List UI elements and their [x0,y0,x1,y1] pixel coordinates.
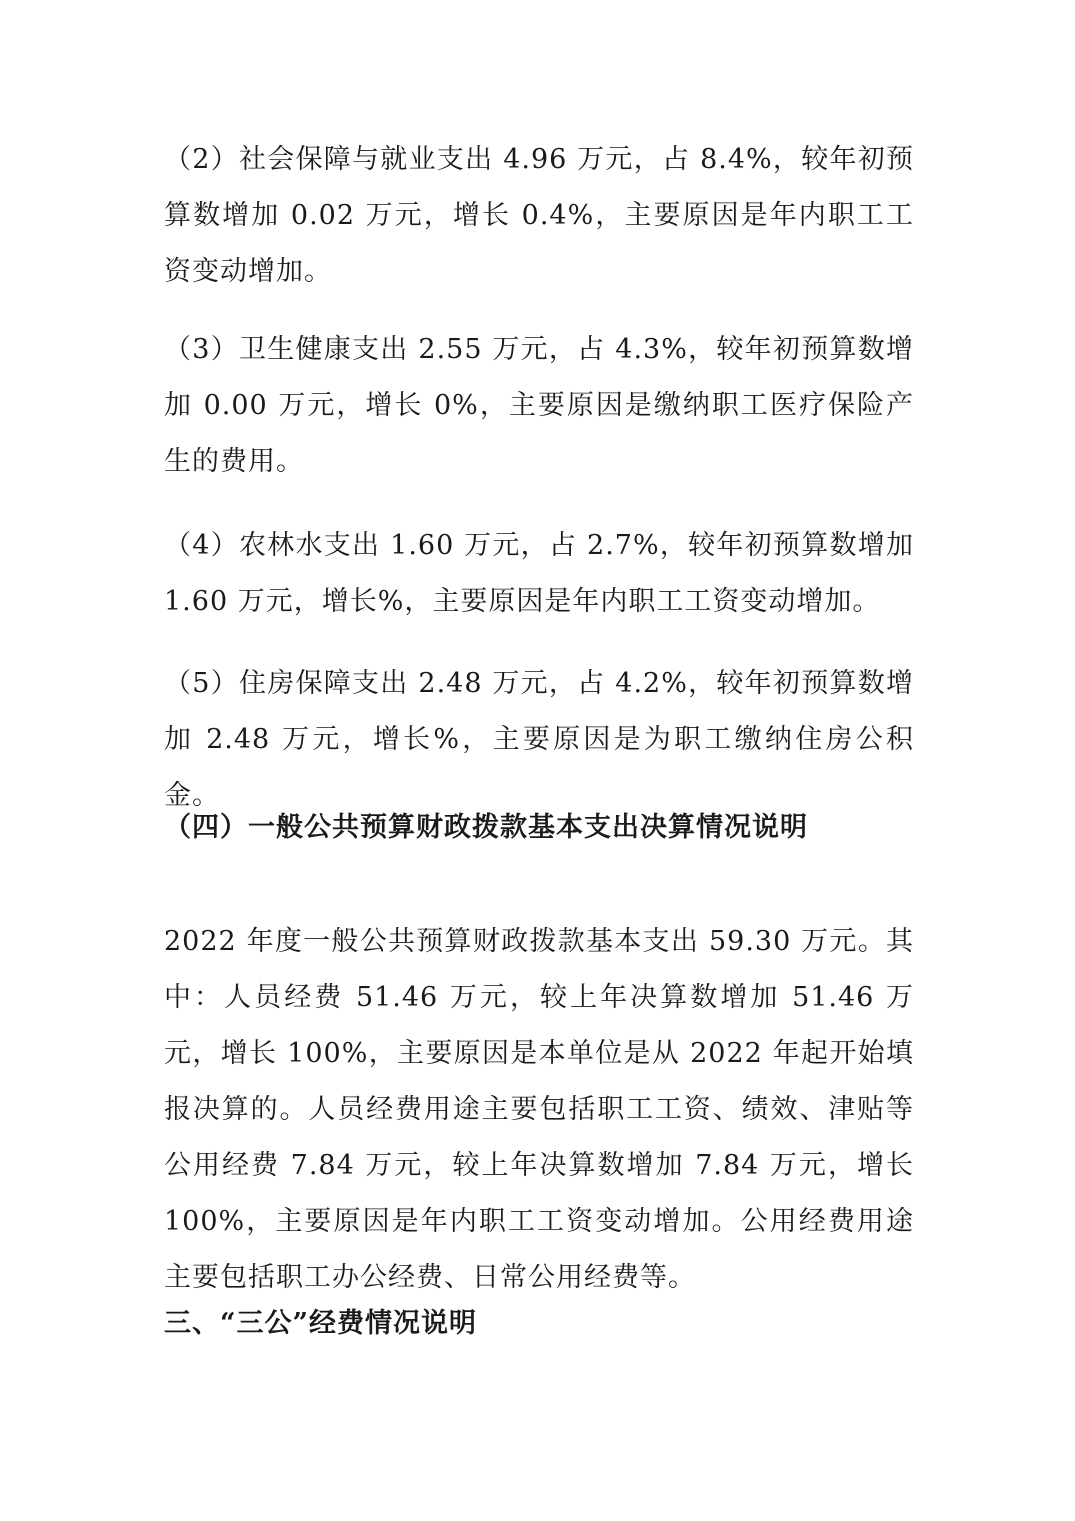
paragraph-health-expenditure: （3）卫生健康支出 2.55 万元，占 4.3%，较年初预算数增加 0.00 万元，增长 0%，主要原因是缴纳职工医疗保险产生的费用。 [164,334,914,477]
paragraph-housing-expenditure: （5）住房保障支出 2.48 万元，占 4.2%，较年初预算数增加 2.48 万元，增长%，主要原因是为职工缴纳住房公积金。 [164,668,914,811]
section-heading-basic-expenditure: （四）一般公共预算财政拨款基本支出决算情况说明 [164,812,808,843]
paragraph-social-security-expenditure: （2）社会保障与就业支出 4.96 万元，占 8.4%，较年初预算数增加 0.02 万元，增长 0.4%，主要原因是年内职工工资变动增加。 [164,144,914,287]
paragraph-agriculture-expenditure: （4）农林水支出 1.60 万元，占 2.7%，较年初预算数增加 1.60 万元，增长%，主要原因是年内职工工资变动增加。 [164,530,914,617]
paragraph-basic-expenditure-detail: 2022 年度一般公共预算财政拨款基本支出 59.30 万元。其中：人员经费 51.46 万元，较上年决算数增加 51.46 万元，增长 100%，主要原因是本单位是从 2022 年起开始填报决算的。人员经费用途主要包括职工工资、绩效、津贴等公用经费 7.84 万元，较上年决算数增加 7.84 万元，增长 100%，主要原因是年内职工工资变动增加。公用经费用途主要包括职工办公经费、日常公用经费等。 [164,926,914,1293]
section-heading-three-public-expenses: 三、“三公”经费情况说明 [164,1308,478,1339]
